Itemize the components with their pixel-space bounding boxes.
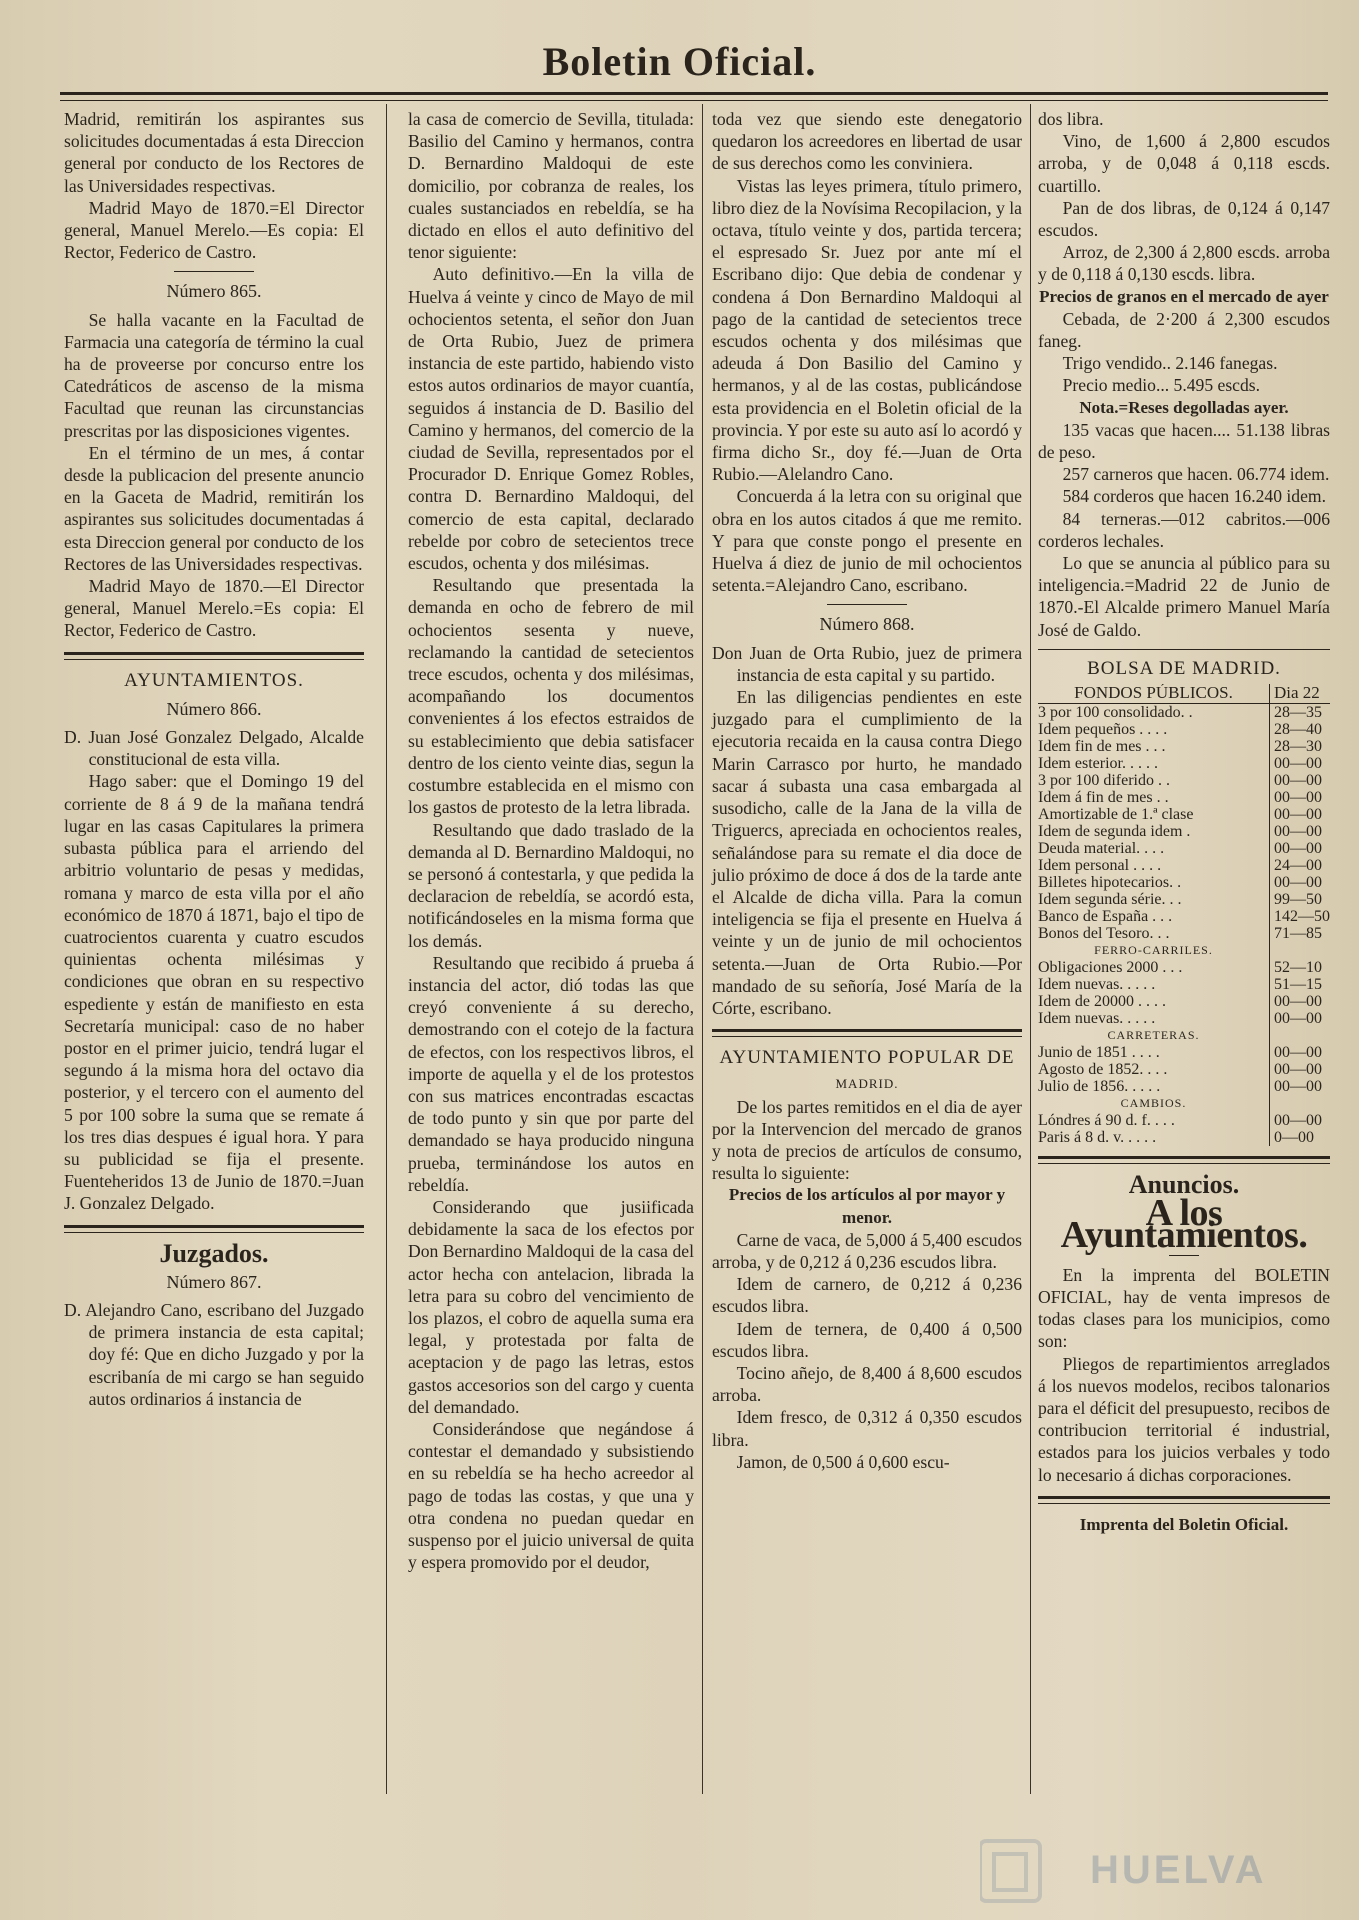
- bolsa-heading: BOLSA DE MADRID.: [1087, 657, 1281, 679]
- bolsa-row-value: 00—00: [1270, 806, 1331, 823]
- bolsa-row: [1038, 1129, 1330, 1146]
- bolsa-row-value: 28—30: [1270, 738, 1331, 755]
- bolsa-row: [1038, 721, 1330, 738]
- bolsa-row: [1038, 1044, 1330, 1061]
- bolsa-row-name: Banco de España . . .: [1038, 908, 1173, 926]
- ayuntamientos-banner: A los Ayuntamientos.: [1060, 1192, 1308, 1257]
- bolsa-row-value: 00—00: [1270, 789, 1331, 806]
- paragraph: Vistas las leyes primera, título primero, libro diez de la Novísima Recopilacion, y la octava, título veinte y dos, partida tercera; el espresado Sr. Juez por ante mí el Escribano dijo: Que debia de condenar y condena á Don Bernardino Maldoqui al pago de la cantidad de setecientos trece escudos ochenta y dos milésimas que adeuda á Don Basilio del Camino y hermanos, y al de las costas, publicándose esta providencia en el Boletin oficial de la provincia. Y por este su auto así lo acordó y firma dicho Sr., doy fé.—Juan de Orta Rubio.—Alelandro Cano.: [712, 175, 1022, 485]
- paragraph: Considerando que jusiificada debidamente la saca de los efectos por Don Bernardino Maldoqui de la casa del actor hecha con antelacion, librada la letra para su cobro del vencimiento de los plazos, el cobro de aquella suma era legal, y protestada por falta de aceptacion y de pago las letras, estos gastos accesorios son del cargo y cuenta del demandado.: [408, 1196, 694, 1417]
- bolsa-row-value: 24—00: [1270, 857, 1331, 874]
- price-line: Pan de dos libras, de 0,124 á 0,147 escudos.: [1038, 197, 1330, 241]
- bolsa-row: [1038, 874, 1330, 891]
- bolsa-row-value: 00—00: [1270, 1044, 1331, 1061]
- livestock-line: 84 terneras.—012 cabritos.—006 corderos lechales.: [1038, 508, 1330, 551]
- section-rule: [64, 1225, 364, 1233]
- paragraph: Concuerda á la letra con su original que obra en los autos citados á que me remito. Y para que conste pongo el presente en Huelva á diez de junio de mil ochocientos setenta.=Alejandro Cano, escribano.: [712, 486, 1022, 596]
- bolsa-table: [1038, 684, 1330, 1146]
- bolsa-row-name: Idem nuevas. . . . .: [1038, 976, 1156, 994]
- bolsa-subheading-row: [1038, 1095, 1330, 1112]
- bolsa-row: [1038, 738, 1330, 755]
- bolsa-row-name: Deuda material. . . .: [1038, 840, 1165, 858]
- bolsa-row-name: Agosto de 1852. . . .: [1038, 1061, 1168, 1079]
- bolsa-row-value: 51—15: [1270, 976, 1331, 993]
- price-line: Carne de vaca, de 5,000 á 5,400 escudos arroba, y de 0,212 á 0,236 escudos libra.: [712, 1229, 1022, 1272]
- bolsa-subheading-row: [1038, 942, 1330, 959]
- bolsa-row-name: Obligaciones 2000 . . .: [1038, 959, 1183, 977]
- bolsa-subheading-value: [1270, 1027, 1331, 1044]
- price-line: Vino, de 1,600 á 2,800 escudos arroba, y de 0,048 á 0,118 escds. cuartillo.: [1038, 131, 1330, 196]
- bolsa-row-name: Idem de segunda idem .: [1038, 823, 1191, 841]
- bolsa-row: [1038, 925, 1330, 942]
- paragraph: Lo que se anuncia al público para su inteligencia.=Madrid 22 de Junio de 1870.-El Alcalde primero Manuel María José de Galdo.: [1038, 553, 1330, 640]
- section-heading: Juzgados.: [159, 1238, 269, 1268]
- bolsa-subheading: FERRO-CARRILES.: [1094, 943, 1213, 958]
- paragraph: D. Alejandro Cano, escribano del Juzgado de primera instancia de esta capital; doy fé: Que en dicho Juzgado y por la escribanía de mi cargo se han seguido autos ordinarios á instancia de: [64, 1299, 364, 1409]
- bolsa-row: [1038, 755, 1330, 772]
- price-line: dos libra.: [1038, 109, 1104, 129]
- bolsa-row: [1038, 823, 1330, 840]
- notice-number: Número 867.: [166, 1271, 262, 1292]
- grain-prices-heading: Precios de granos en el mercado de ayer: [1039, 286, 1329, 306]
- notice-number: Número 866.: [166, 698, 262, 719]
- masthead-rule: [60, 92, 1328, 101]
- bolsa-row-value: 28—40: [1270, 721, 1331, 738]
- bolsa-row-value: 00—00: [1270, 840, 1331, 857]
- bolsa-row-name: Idem nuevas. . . . .: [1038, 1010, 1156, 1028]
- bolsa-row: [1038, 1010, 1330, 1027]
- bolsa-row: [1038, 789, 1330, 806]
- bolsa-subheading-value: [1270, 1095, 1331, 1112]
- column-1: [64, 108, 364, 1410]
- bolsa-subheading: CARRETERAS.: [1107, 1028, 1200, 1043]
- price-line: Arroz, de 2,300 á 2,800 escds. arroba y de 0,118 á 0,130 escds. libra.: [1038, 242, 1330, 285]
- bolsa-row-name: Junio de 1851 . . . .: [1038, 1044, 1160, 1062]
- bolsa-subheading: CAMBIOS.: [1120, 1096, 1187, 1111]
- paragraph: En la imprenta del BOLETIN OFICIAL, hay de venta impresos de todas clases para los municipios, como son:: [1038, 1264, 1330, 1352]
- bolsa-row: [1038, 891, 1330, 908]
- bolsa-row-name: Amortizable de 1.ª clase: [1038, 806, 1194, 824]
- bolsa-row: [1038, 806, 1330, 823]
- livestock-line: 257 carneros que hacen. 06.774 idem.: [1062, 464, 1330, 485]
- bolsa-row-value: 00—00: [1270, 1078, 1331, 1095]
- bolsa-row-value: 00—00: [1270, 874, 1331, 891]
- paragraph: En el término de un mes, á contar desde la publicacion del presente anuncio en la Gaceta de Madrid, remitirán los aspirantes sus solicitudes documentadas á esta Direccion general por conducto de los Rectores de las Universidades respectivas.: [64, 442, 364, 574]
- bolsa-row-name: Idem de 20000 . . . .: [1038, 993, 1166, 1011]
- price-line: Idem fresco, de 0,312 á 0,350 escudos libra.: [712, 1407, 1022, 1450]
- bolsa-row-name: Paris á 8 d. v. . . . .: [1038, 1129, 1157, 1147]
- section-heading: AYUNTAMIENTO POPULAR DE: [719, 1047, 1015, 1069]
- section-rule: [1038, 1496, 1330, 1504]
- paragraph: Auto definitivo.—En la villa de Huelva á veinte y cinco de Mayo de mil ochocientos setenta, el señor don Juan de Orta Rubio, Juez de primera instancia de este partido, habiendo visto estos autos ordinarios de mayor cuantía, seguidos á instancia de D. Basilio del Camino y hermanos, del comercio de la ciudad de Sevilla, representados por el Procurador D. Enrique Gomez Robles, contra D. Bernardino Maldoqui, del comercio de esta capital, declarado rebelde por cobro de setecientos trece escudos, ochenta y dos milésimas.: [408, 264, 694, 574]
- column-3: [712, 108, 1022, 1473]
- paragraph: Resultando que dado traslado de la demanda al D. Bernardino Maldoqui, no se personó á contestarla, y que pedida la declaracion de rebeldía, se acordó esta, notificándoseles en la misma forma que los demás.: [408, 819, 694, 951]
- masthead-title: Boletin Oficial.: [542, 39, 817, 84]
- column-2: [408, 108, 694, 1573]
- bolsa-row-value: 28—35: [1270, 704, 1331, 722]
- paragraph: Considerándose que negándose á contestar el demandado y subsistiendo en su rebeldía se ha hecho acreedor al pago de todas las costas, y que una y otra condena no puedan quedar en suspenso por el juicio universal de quita y espera promovido por el deudor,: [408, 1418, 694, 1573]
- bolsa-row-name: Bonos del Tesoro. . .: [1038, 925, 1170, 943]
- bolsa-row-value: 00—00: [1270, 1112, 1331, 1129]
- bolsa-row: [1038, 959, 1330, 976]
- grain-line: Cebada, de 2·200 á 2,300 escudos faneg.: [1038, 308, 1330, 352]
- bolsa-row-value: 00—00: [1270, 823, 1331, 840]
- grain-line: Precio medio... 5.495 escds.: [1062, 375, 1261, 396]
- paragraph: Resultando que presentada la demanda en ocho de febrero de mil ochocientos sesenta y nueve, reclamando la cantidad de setecientos trece escudos, ochenta y dos milésimas, acompañando los documentos convenientes á los efectos estraidos de su establecimiento que debia satisfacer dentro de los ciento veinte dias, segun la costumbre establecida en el mismo con los gastos de protesto de la letra librada.: [408, 575, 694, 818]
- notice-number: Número 868.: [819, 614, 915, 635]
- paragraph: De los partes remitidos en el dia de ayer por la Intervencion del mercado de granos y nota de precios de artículos de consumo, resulta lo siguiente:: [712, 1096, 1022, 1184]
- column-divider: [702, 104, 703, 1794]
- bolsa-row: [1038, 1112, 1330, 1129]
- section-rule: [1038, 1156, 1330, 1164]
- separator: [174, 271, 254, 272]
- column-divider: [386, 104, 387, 1794]
- bolsa-row-value: 0—00: [1270, 1129, 1331, 1146]
- bolsa-row-name: Idem esterior. . . . .: [1038, 755, 1158, 773]
- bolsa-row-value: 52—10: [1270, 959, 1331, 976]
- separator: [1038, 649, 1330, 650]
- bolsa-subheading-value: [1270, 942, 1331, 959]
- bolsa-row-value: 99—50: [1270, 891, 1331, 908]
- bolsa-row: [1038, 908, 1330, 925]
- section-heading: AYUNTAMIENTOS.: [124, 669, 304, 691]
- paragraph: En las diligencias pendientes en este juzgado para el cumplimiento de la ejecutoria recaida en la causa contra Diego Marin Carrasco por hurto, he mandado sacar á subasta una casa embargada al susodicho, calle de la Jana de la villa de Triguercs, apreciada en ochocientos reales, señalándose para su remate el dia doce de julio próximo de doce á dos de la tarde ante el Alcalde de dicha villa. Para la comun inteligencia se fija el presente en Huelva á veinte y un de junio de mil ochocientos setenta.—Juan de Orta Rubio.—Por mandado de su señoría, José María de la Córte, escribano.: [712, 687, 1022, 1018]
- bolsa-row-value: 00—00: [1270, 772, 1331, 789]
- section-rule: [64, 652, 364, 660]
- price-line: Idem de carnero, de 0,212 á 0,236 escudos libra.: [712, 1274, 1022, 1317]
- livestock-line: 135 vacas que hacen.... 51.138 libras de peso.: [1038, 419, 1330, 463]
- paragraph: toda vez que siendo este denegatorio quedaron los acreedores en libertad de usar de sus derechos como les conviniera.: [712, 109, 1022, 174]
- column-divider: [1030, 104, 1031, 1794]
- bolsa-row-name: Lóndres á 90 d. f. . . .: [1038, 1112, 1175, 1130]
- paragraph: Se halla vacante en la Facultad de Farmacia una categoría de término la cual ha de proveerse por concurso entre los Catedráticos de ascenso de la misma Facultad que reunan las circunstancias prescritas por las disposiciones vigentes.: [64, 309, 364, 441]
- section-subheading: MADRID.: [835, 1076, 899, 1092]
- bolsa-row: [1038, 1078, 1330, 1095]
- bolsa-row-name: 3 por 100 diferido . .: [1038, 772, 1170, 790]
- price-line: Idem de ternera, de 0,400 á 0,500 escudos libra.: [712, 1318, 1022, 1361]
- price-line: Jamon, de 0,500 á 0,600 escu-: [736, 1451, 950, 1472]
- bolsa-header-row: [1038, 684, 1330, 704]
- bolsa-row-name: Idem pequeños . . . .: [1038, 721, 1168, 739]
- bolsa-row-name: Idem fin de mes . . .: [1038, 738, 1166, 756]
- bolsa-row: [1038, 704, 1330, 722]
- paragraph: Hago saber: que el Domingo 19 del corriente de 8 á 9 de la mañana tendrá lugar en las casas Capitulares la primera subasta pública para el arriendo del arbitrio voluntario de pesas y medidas, romana y marco de esta villa por el año económico de 1870 á 1871, bajo el tipo de cuatrocientos cuarenta y cuatro escudos quinientas ochenta milésimas y condiciones que obran en su respectivo espediente y están de manifiesto en esta Secretaría municipal: caso de no haber postor en el primer juicio, tendrá lugar el segundo á la misma hora del octavo dia posterior, y el tercero con el aumento del 5 por 100 sobre la suma que se remate á los tres dias despues é igual hora. Y para su publicidad se fija el presente. Fuenteheridos 13 de Junio de 1870.=Juan J. Gonzalez Delgado.: [64, 771, 364, 1214]
- paragraph: D. Juan José Gonzalez Delgado, Alcalde constitucional de esta villa.: [64, 727, 364, 770]
- bolsa-row-value: 00—00: [1270, 993, 1331, 1010]
- bolsa-row-name: Idem personal . . . .: [1038, 857, 1162, 875]
- paragraph: Pliegos de repartimientos arreglados á los nuevos modelos, recibos talonarios para el déficit del presupuesto, recibos de contribucion territorial é industrial, estados para los juicios verbales y todo lo necesario á dichas corporaciones.: [1038, 1353, 1330, 1485]
- price-line: Tocino añejo, de 8,400 á 8,600 escudos arroba.: [712, 1362, 1022, 1406]
- bolsa-row-name: 3 por 100 consolidado. .: [1038, 704, 1193, 722]
- bolsa-row-name: Julio de 1856. . . . .: [1038, 1078, 1161, 1096]
- prices-heading: Precios de los artículos al por mayor y menor.: [728, 1185, 1006, 1227]
- section-rule: [712, 1029, 1022, 1037]
- printer-imprint: Imprenta del Boletin Oficial.: [1079, 1514, 1289, 1534]
- anuncios-heading: Anuncios.: [1128, 1170, 1240, 1200]
- watermark-text: HUELVA: [1090, 1848, 1267, 1892]
- bolsa-row: [1038, 772, 1330, 789]
- separator: [827, 604, 907, 605]
- bolsa-row: [1038, 1061, 1330, 1078]
- paragraph: Madrid, remitirán los aspirantes sus solicitudes documentadas á esta Direccion general por conducto de los Rectores de las Universidades respectivas.: [64, 109, 364, 196]
- paragraph: la casa de comercio de Sevilla, titulada: Basilio del Camino y hermanos, contra D. Bernardino Maldoqui de este domicilio, por cobranza de reales, los cuales sustanciados en rebeldía, se ha dictado en ellos el auto definitivo del tenor siguiente:: [408, 109, 694, 263]
- paragraph: Madrid Mayo de 1870.—El Director general, Manuel Merelo.=Es copia: El Rector, Federico de Castro.: [64, 576, 364, 641]
- bolsa-row: [1038, 857, 1330, 874]
- livestock-line: 584 corderos que hacen 16.240 idem.: [1062, 486, 1326, 507]
- bolsa-row: [1038, 840, 1330, 857]
- grain-line: Trigo vendido.. 2.146 fanegas.: [1062, 353, 1278, 374]
- fondos-heading: FONDOS PÚBLICOS.: [1038, 684, 1270, 704]
- bolsa-row-value: 00—00: [1270, 755, 1331, 772]
- bolsa-row-value: 00—00: [1270, 1061, 1331, 1078]
- notice-number: Número 865.: [166, 281, 262, 302]
- bolsa-row-value: 142—50: [1270, 908, 1331, 925]
- bolsa-row-name: Idem segunda série. . .: [1038, 891, 1182, 909]
- bolsa-row-value: 00—00: [1270, 1010, 1331, 1027]
- bolsa-row: [1038, 976, 1330, 993]
- paragraph: Madrid Mayo de 1870.=El Director general, Manuel Merelo.—Es copia: El Rector, Federico de Castro.: [64, 197, 364, 263]
- bolsa-row-name: Billetes hipotecarios. .: [1038, 874, 1182, 892]
- bolsa-row: [1038, 993, 1330, 1010]
- paragraph: Don Juan de Orta Rubio, juez de primera instancia de esta capital y su partido.: [712, 642, 1022, 685]
- bolsa-subheading-row: [1038, 1027, 1330, 1044]
- paragraph: Resultando que recibido á prueba á instancia del actor, dió todas las que creyó conveniente á su derecho, demostrando con el cotejo de la factura de efectos, con los respectivos libros, el importe de aquella y el de los protestos con sus matrices encontradas escactas de todo punto y sin que por parte del demandado se haya producido ninguna prueba, terminándose los autos en rebeldía.: [408, 952, 694, 1195]
- bolsa-row-value: 71—85: [1270, 925, 1331, 942]
- day-heading: Dia 22: [1270, 684, 1331, 704]
- note-heading: Nota.=Reses degolladas ayer.: [1079, 397, 1289, 417]
- column-4: [1038, 108, 1330, 1536]
- bolsa-row-name: Idem á fin de mes . .: [1038, 789, 1169, 807]
